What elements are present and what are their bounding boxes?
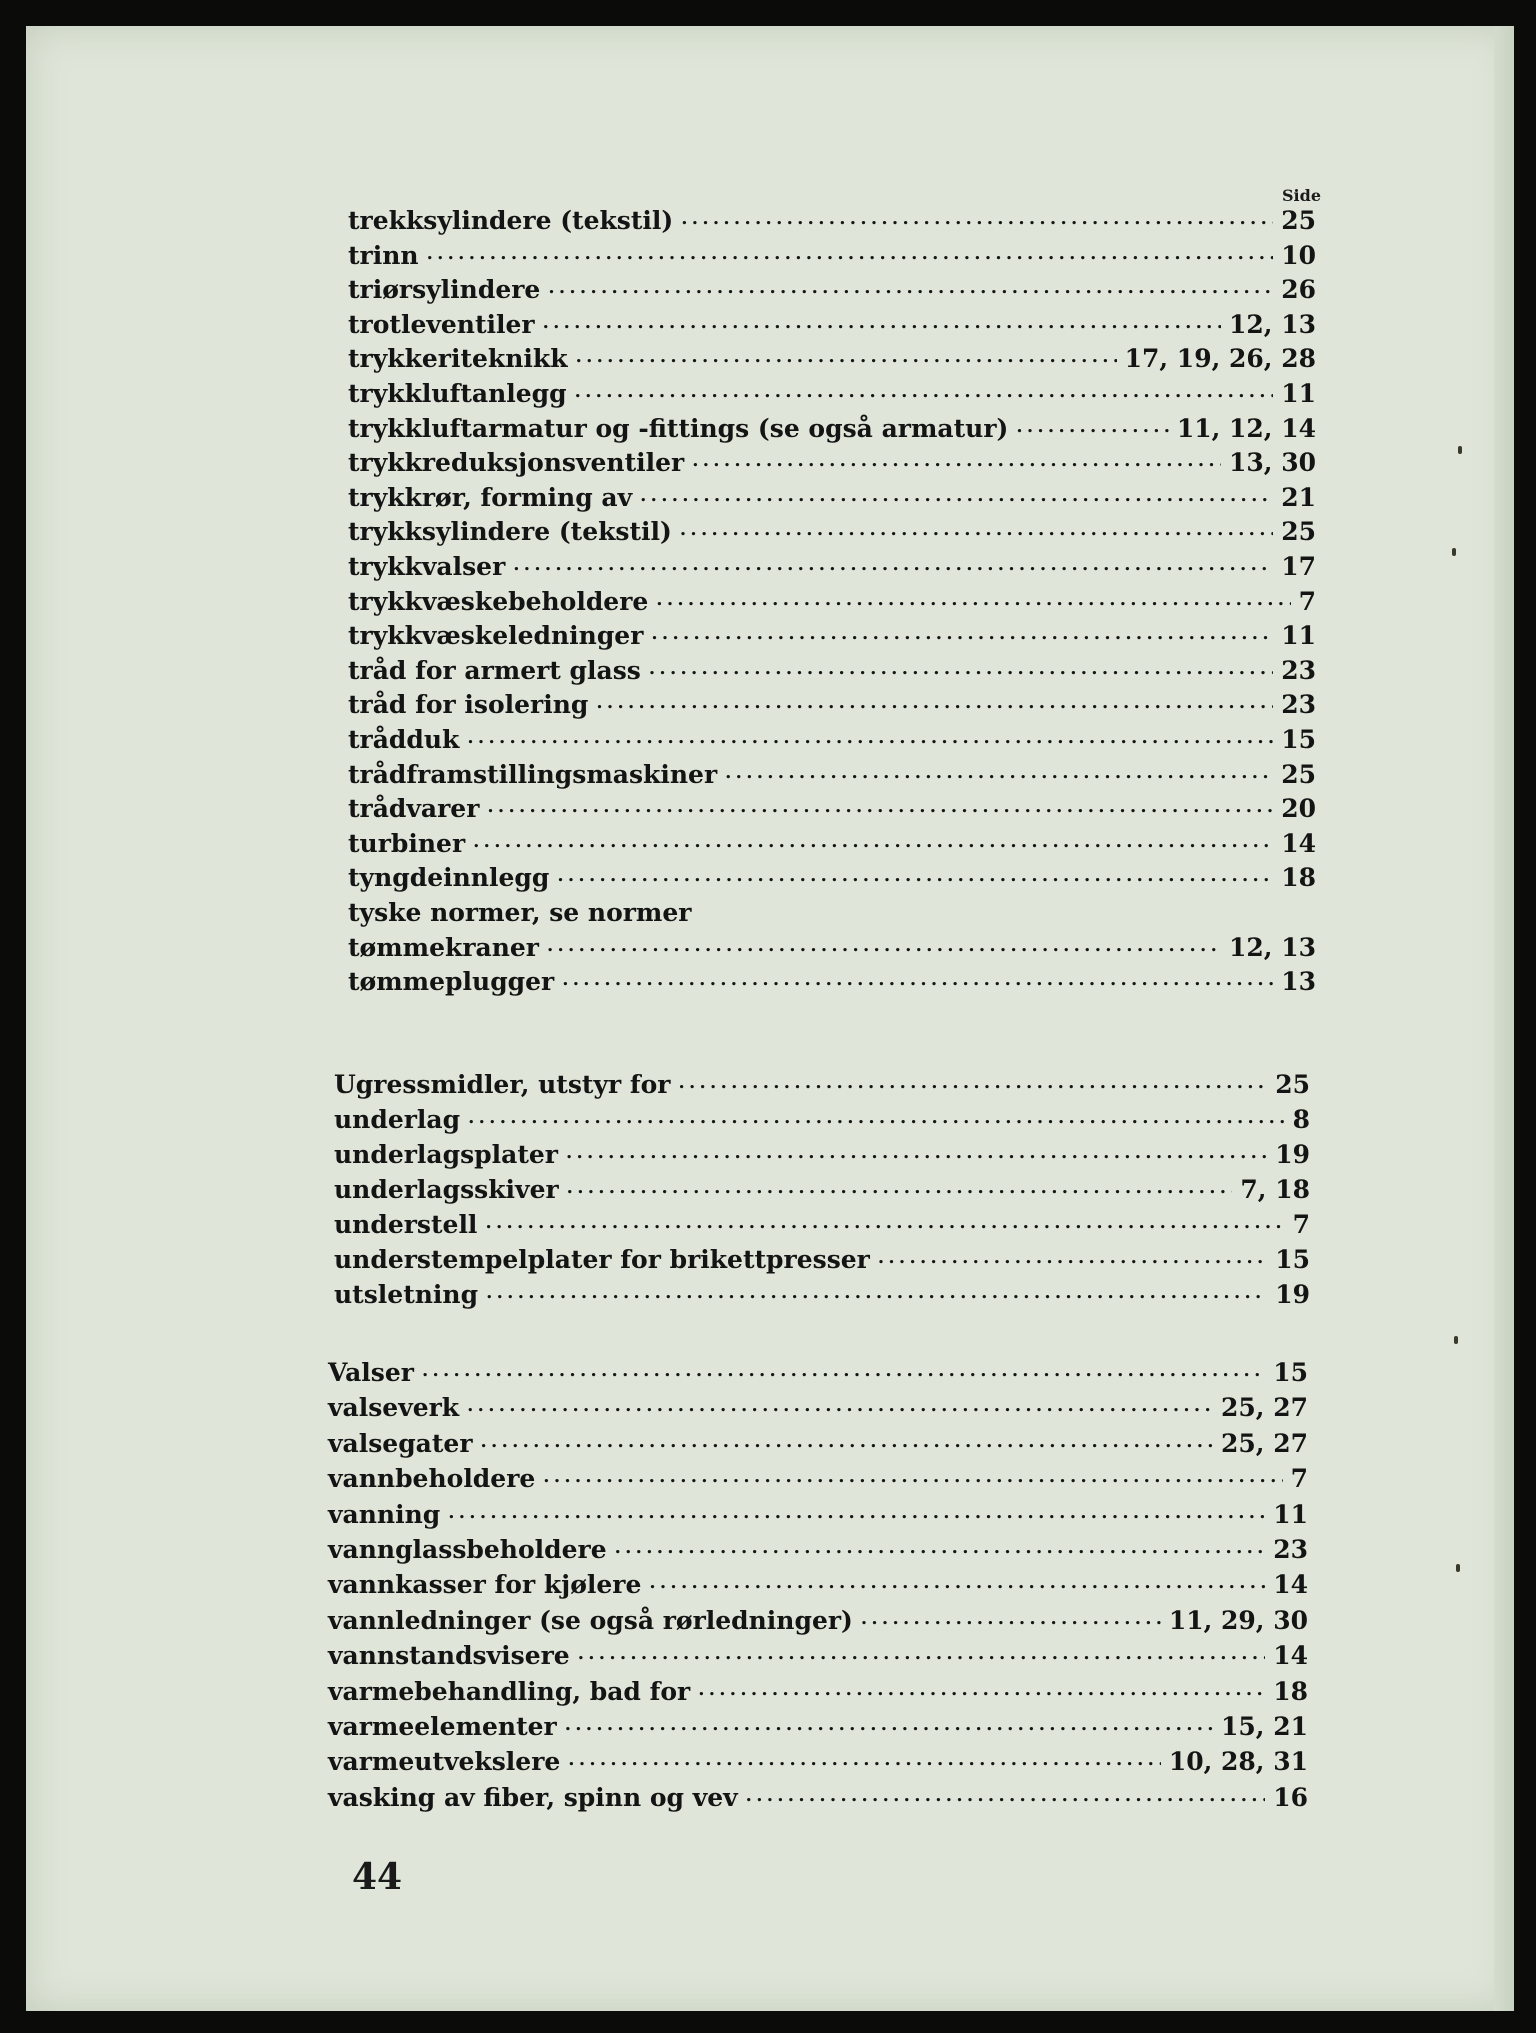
- index-term: underlagsplater: [334, 1140, 558, 1169]
- index-entry: [328, 1708, 1308, 1742]
- index-entry: [348, 237, 1316, 271]
- index-page-refs: 23: [1273, 1535, 1308, 1564]
- dot-leader: [468, 1105, 1285, 1135]
- index-page-refs: 18: [1273, 1677, 1308, 1706]
- index-term: Ugressmidler, utstyr for: [334, 1070, 671, 1099]
- index-page-refs: 23: [1281, 656, 1316, 685]
- scan-speck: [1452, 548, 1456, 556]
- index-entry: [334, 1171, 1310, 1205]
- dot-leader: [427, 241, 1274, 271]
- index-entry: [348, 963, 1316, 997]
- index-page-refs: 11: [1281, 379, 1316, 408]
- index-page-refs: 20: [1281, 794, 1316, 823]
- index-entry: [348, 583, 1316, 617]
- index-page-refs: 13, 30: [1229, 448, 1316, 477]
- index-entry: [348, 617, 1316, 651]
- index-page-refs: 13: [1281, 967, 1316, 996]
- scan-speck: [1458, 446, 1462, 454]
- dot-leader: [473, 829, 1273, 859]
- dot-leader: [861, 1606, 1161, 1636]
- index-page-refs: 25, 27: [1221, 1393, 1308, 1422]
- dot-leader: [680, 517, 1273, 547]
- index-term: varmeelementer: [328, 1712, 557, 1741]
- index-entry: [348, 513, 1316, 547]
- index-page-refs: 11: [1273, 1500, 1308, 1529]
- dot-leader: [649, 1570, 1265, 1600]
- index-term: vannledninger (se også rørledninger): [328, 1606, 853, 1635]
- dot-leader: [615, 1535, 1266, 1565]
- index-page-refs: 11: [1281, 621, 1316, 650]
- index-entry: [334, 1101, 1310, 1135]
- document-page: [26, 26, 1514, 2011]
- index-entry: [348, 444, 1316, 478]
- index-page-refs: 14: [1273, 1641, 1308, 1670]
- index-page-refs: 12, 13: [1229, 310, 1316, 339]
- index-term: trykkluftarmatur og -fittings (se også armatur): [348, 414, 1009, 443]
- dot-leader: [656, 587, 1290, 617]
- index-term: vannbeholdere: [328, 1464, 536, 1493]
- dot-leader: [651, 621, 1273, 651]
- index-page-refs: 10: [1281, 241, 1316, 270]
- index-term: vasking av fiber, spinn og vev: [328, 1783, 738, 1812]
- dot-leader: [678, 1070, 1267, 1100]
- index-page-refs: 19: [1275, 1140, 1310, 1169]
- index-term: understempelplater for brikettpresser: [334, 1245, 870, 1274]
- index-page-refs: 19: [1275, 1280, 1310, 1309]
- index-entry: [348, 894, 1316, 928]
- dot-leader: [485, 1210, 1284, 1240]
- dot-leader: [486, 1280, 1267, 1310]
- dot-leader: [548, 275, 1273, 305]
- page-number: 44: [352, 1856, 403, 1898]
- index-entry: [328, 1779, 1308, 1813]
- index-entry: [334, 1136, 1310, 1170]
- index-page-refs: 7, 18: [1240, 1175, 1310, 1204]
- index-term: trykksylindere (tekstil): [348, 517, 672, 546]
- index-entry: [348, 306, 1316, 340]
- dot-leader: [681, 206, 1273, 236]
- index-entry: [348, 756, 1316, 790]
- dot-leader: [481, 1429, 1213, 1459]
- index-term: trykkvalser: [348, 552, 506, 581]
- index-term: underlag: [334, 1105, 461, 1134]
- index-entry: [334, 1241, 1310, 1275]
- index-page-refs: 25: [1275, 1070, 1310, 1099]
- dot-leader: [566, 1140, 1267, 1170]
- dot-leader: [543, 1464, 1282, 1494]
- index-entry: [328, 1531, 1308, 1565]
- index-entry: [328, 1743, 1308, 1777]
- scan-speck: [1456, 1564, 1460, 1572]
- index-entry: [328, 1460, 1308, 1494]
- dot-leader: [596, 690, 1273, 720]
- index-entry: [328, 1389, 1308, 1423]
- page-column-header: Side: [1282, 186, 1321, 205]
- index-entry: [328, 1602, 1308, 1636]
- index-term: tyngdeinnlegg: [348, 863, 550, 892]
- index-entry: [348, 721, 1316, 755]
- scan-speck: [1454, 1336, 1458, 1344]
- dot-leader: [543, 310, 1221, 340]
- dot-leader: [698, 1677, 1265, 1707]
- index-page-refs: 7: [1298, 587, 1316, 616]
- index-page-refs: 26: [1281, 275, 1316, 304]
- index-entry: [328, 1673, 1308, 1707]
- index-term: tømmeplugger: [348, 967, 555, 996]
- index-page-refs: 14: [1273, 1570, 1308, 1599]
- index-entry: [348, 340, 1316, 374]
- index-term: trådframstillingsmaskiner: [348, 760, 718, 789]
- index-term: vannkasser for kjølere: [328, 1570, 642, 1599]
- dot-leader: [567, 1175, 1233, 1205]
- index-entry: [348, 825, 1316, 859]
- dot-leader: [513, 552, 1273, 582]
- index-term: underlagsskiver: [334, 1175, 559, 1204]
- dot-leader: [562, 967, 1273, 997]
- index-term: trykkreduksjonsventiler: [348, 448, 685, 477]
- index-page-refs: 10, 28, 31: [1168, 1747, 1308, 1776]
- index-page-refs: 8: [1292, 1105, 1310, 1134]
- index-page-refs: 23: [1281, 690, 1316, 719]
- index-page-refs: 15: [1281, 725, 1316, 754]
- index-page-refs: 17: [1281, 552, 1316, 581]
- index-entry: [348, 479, 1316, 513]
- dot-leader: [576, 344, 1117, 374]
- index-page-refs: 17, 19, 26, 28: [1124, 344, 1316, 373]
- index-page-refs: 11, 12, 14: [1176, 414, 1316, 443]
- index-entry: [328, 1354, 1308, 1388]
- index-page-refs: 7: [1292, 1210, 1310, 1239]
- index-entry: [348, 410, 1316, 444]
- index-term: trinn: [348, 241, 419, 270]
- index-term: vanning: [328, 1500, 441, 1529]
- index-term: trykkluftanlegg: [348, 379, 567, 408]
- index-term: trådduk: [348, 725, 460, 754]
- index-page-refs: 14: [1281, 829, 1316, 858]
- dot-leader: [448, 1500, 1265, 1530]
- index-term: trykkvæskebeholdere: [348, 587, 649, 616]
- dot-leader: [649, 656, 1273, 686]
- index-term: tyske normer, se normer: [348, 898, 692, 927]
- dot-leader: [725, 760, 1273, 790]
- index-term: valseverk: [328, 1393, 460, 1422]
- index-term: Valser: [328, 1358, 414, 1387]
- dot-leader: [746, 1783, 1266, 1813]
- index-entry: [328, 1637, 1308, 1671]
- index-page-refs: 25, 27: [1221, 1429, 1308, 1458]
- dot-leader: [575, 379, 1274, 409]
- index-term: tømmekraner: [348, 933, 539, 962]
- dot-leader: [1016, 414, 1168, 444]
- dot-leader: [467, 1393, 1213, 1423]
- index-page-refs: 12, 13: [1229, 933, 1316, 962]
- index-entry: [348, 859, 1316, 893]
- index-term: tråd for isolering: [348, 690, 589, 719]
- index-term: trekksylindere (tekstil): [348, 206, 674, 235]
- index-term: triørsylindere: [348, 275, 541, 304]
- index-page-refs: 25: [1281, 760, 1316, 789]
- dot-leader: [878, 1245, 1267, 1275]
- index-term: turbiner: [348, 829, 466, 858]
- index-page-refs: 15, 21: [1221, 1712, 1308, 1741]
- index-entry: [328, 1566, 1308, 1600]
- index-term: trykkeriteknikk: [348, 344, 568, 373]
- dot-leader: [692, 448, 1221, 478]
- index-term: varmebehandling, bad for: [328, 1677, 691, 1706]
- index-page-refs: 18: [1281, 863, 1316, 892]
- dot-leader: [565, 1712, 1213, 1742]
- dot-leader: [578, 1641, 1265, 1671]
- index-entry: [348, 929, 1316, 963]
- index-term: vannstandsvisere: [328, 1641, 570, 1670]
- index-page-refs: 25: [1281, 206, 1316, 235]
- index-entry: [328, 1425, 1308, 1459]
- dot-leader: [487, 794, 1273, 824]
- dot-leader: [467, 725, 1273, 755]
- index-page-refs: 15: [1275, 1245, 1310, 1274]
- index-entry: [334, 1066, 1310, 1100]
- index-term: trotleventiler: [348, 310, 535, 339]
- index-term: varmeutvekslere: [328, 1747, 561, 1776]
- index-term: understell: [334, 1210, 478, 1239]
- index-term: utsletning: [334, 1280, 479, 1309]
- index-entry: [334, 1206, 1310, 1240]
- dot-leader: [422, 1358, 1265, 1388]
- dot-leader: [640, 483, 1273, 513]
- page-edge-shadow: [1494, 26, 1514, 2011]
- index-page-refs: 25: [1281, 517, 1316, 546]
- index-entry: [348, 202, 1316, 236]
- index-entry: [348, 375, 1316, 409]
- index-term: trådvarer: [348, 794, 480, 823]
- index-entry: [334, 1276, 1310, 1310]
- index-term: tråd for armert glass: [348, 656, 641, 685]
- index-entry: [348, 652, 1316, 686]
- index-term: trykkvæskeledninger: [348, 621, 644, 650]
- index-page-refs: 15: [1273, 1358, 1308, 1387]
- dot-leader: [557, 863, 1273, 893]
- dot-leader: [547, 933, 1221, 963]
- index-term: trykkrør, forming av: [348, 483, 633, 512]
- index-entry: [348, 790, 1316, 824]
- index-entry: [348, 686, 1316, 720]
- index-term: valsegater: [328, 1429, 473, 1458]
- index-entry: [348, 271, 1316, 305]
- index-page-refs: 16: [1273, 1783, 1308, 1812]
- index-term: vannglassbeholdere: [328, 1535, 607, 1564]
- dot-leader: [568, 1747, 1161, 1777]
- index-page-refs: 11, 29, 30: [1168, 1606, 1308, 1635]
- index-page-refs: 7: [1290, 1464, 1308, 1493]
- index-page-refs: 21: [1281, 483, 1316, 512]
- index-entry: [348, 548, 1316, 582]
- index-entry: [328, 1496, 1308, 1530]
